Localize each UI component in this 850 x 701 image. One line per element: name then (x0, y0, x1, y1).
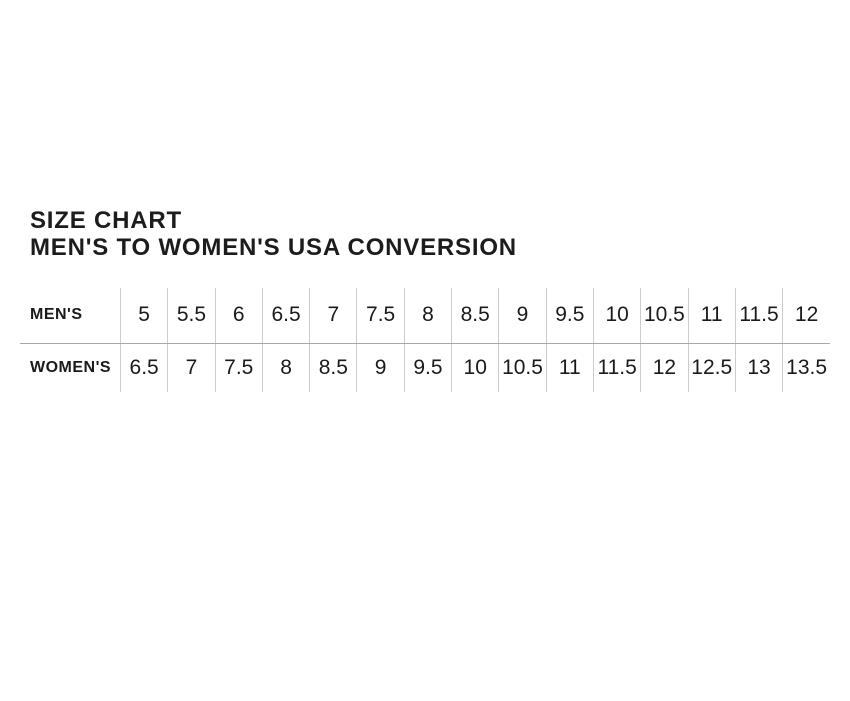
size-cell: 8 (262, 343, 309, 392)
size-cell: 11 (688, 288, 735, 343)
size-cell: 8.5 (310, 343, 357, 392)
size-cell: 8.5 (452, 288, 499, 343)
size-cell: 12.5 (688, 343, 735, 392)
table-row-mens (20, 288, 830, 343)
size-cell: 10.5 (499, 343, 546, 392)
size-cell: 10 (452, 343, 499, 392)
table-row-womens (20, 343, 830, 392)
size-cell: 12 (783, 288, 830, 343)
size-cell: 12 (641, 343, 688, 392)
size-cell: 9 (499, 288, 546, 343)
size-cell: 11.5 (593, 343, 640, 392)
size-cell: 13.5 (783, 343, 830, 392)
size-cell: 8 (404, 288, 451, 343)
size-cell: 9 (357, 343, 404, 392)
title-line-2: MEN'S TO WOMEN'S USA CONVERSION (30, 234, 517, 261)
size-conversion-table (20, 288, 830, 392)
size-cell: 7 (310, 288, 357, 343)
size-cell: 9.5 (404, 343, 451, 392)
title-line-1: SIZE CHART (30, 207, 182, 234)
size-cell: 11.5 (735, 288, 782, 343)
row-label-mens: MEN'S (20, 288, 121, 343)
size-cell: 13 (735, 343, 782, 392)
size-cell: 6 (215, 288, 262, 343)
size-cell: 5 (121, 288, 168, 343)
page-title (30, 207, 517, 261)
size-cell: 6.5 (121, 343, 168, 392)
row-label-womens: WOMEN'S (30, 358, 112, 376)
size-cell: 7.5 (215, 343, 262, 392)
size-cell: 7 (168, 343, 215, 392)
size-cell: 6.5 (262, 288, 309, 343)
size-cell: 5.5 (168, 288, 215, 343)
size-cell: 10 (593, 288, 640, 343)
size-cell: 10.5 (641, 288, 688, 343)
size-cell: 9.5 (546, 288, 593, 343)
size-cell: 7.5 (357, 288, 404, 343)
size-cell: 11 (546, 343, 593, 392)
